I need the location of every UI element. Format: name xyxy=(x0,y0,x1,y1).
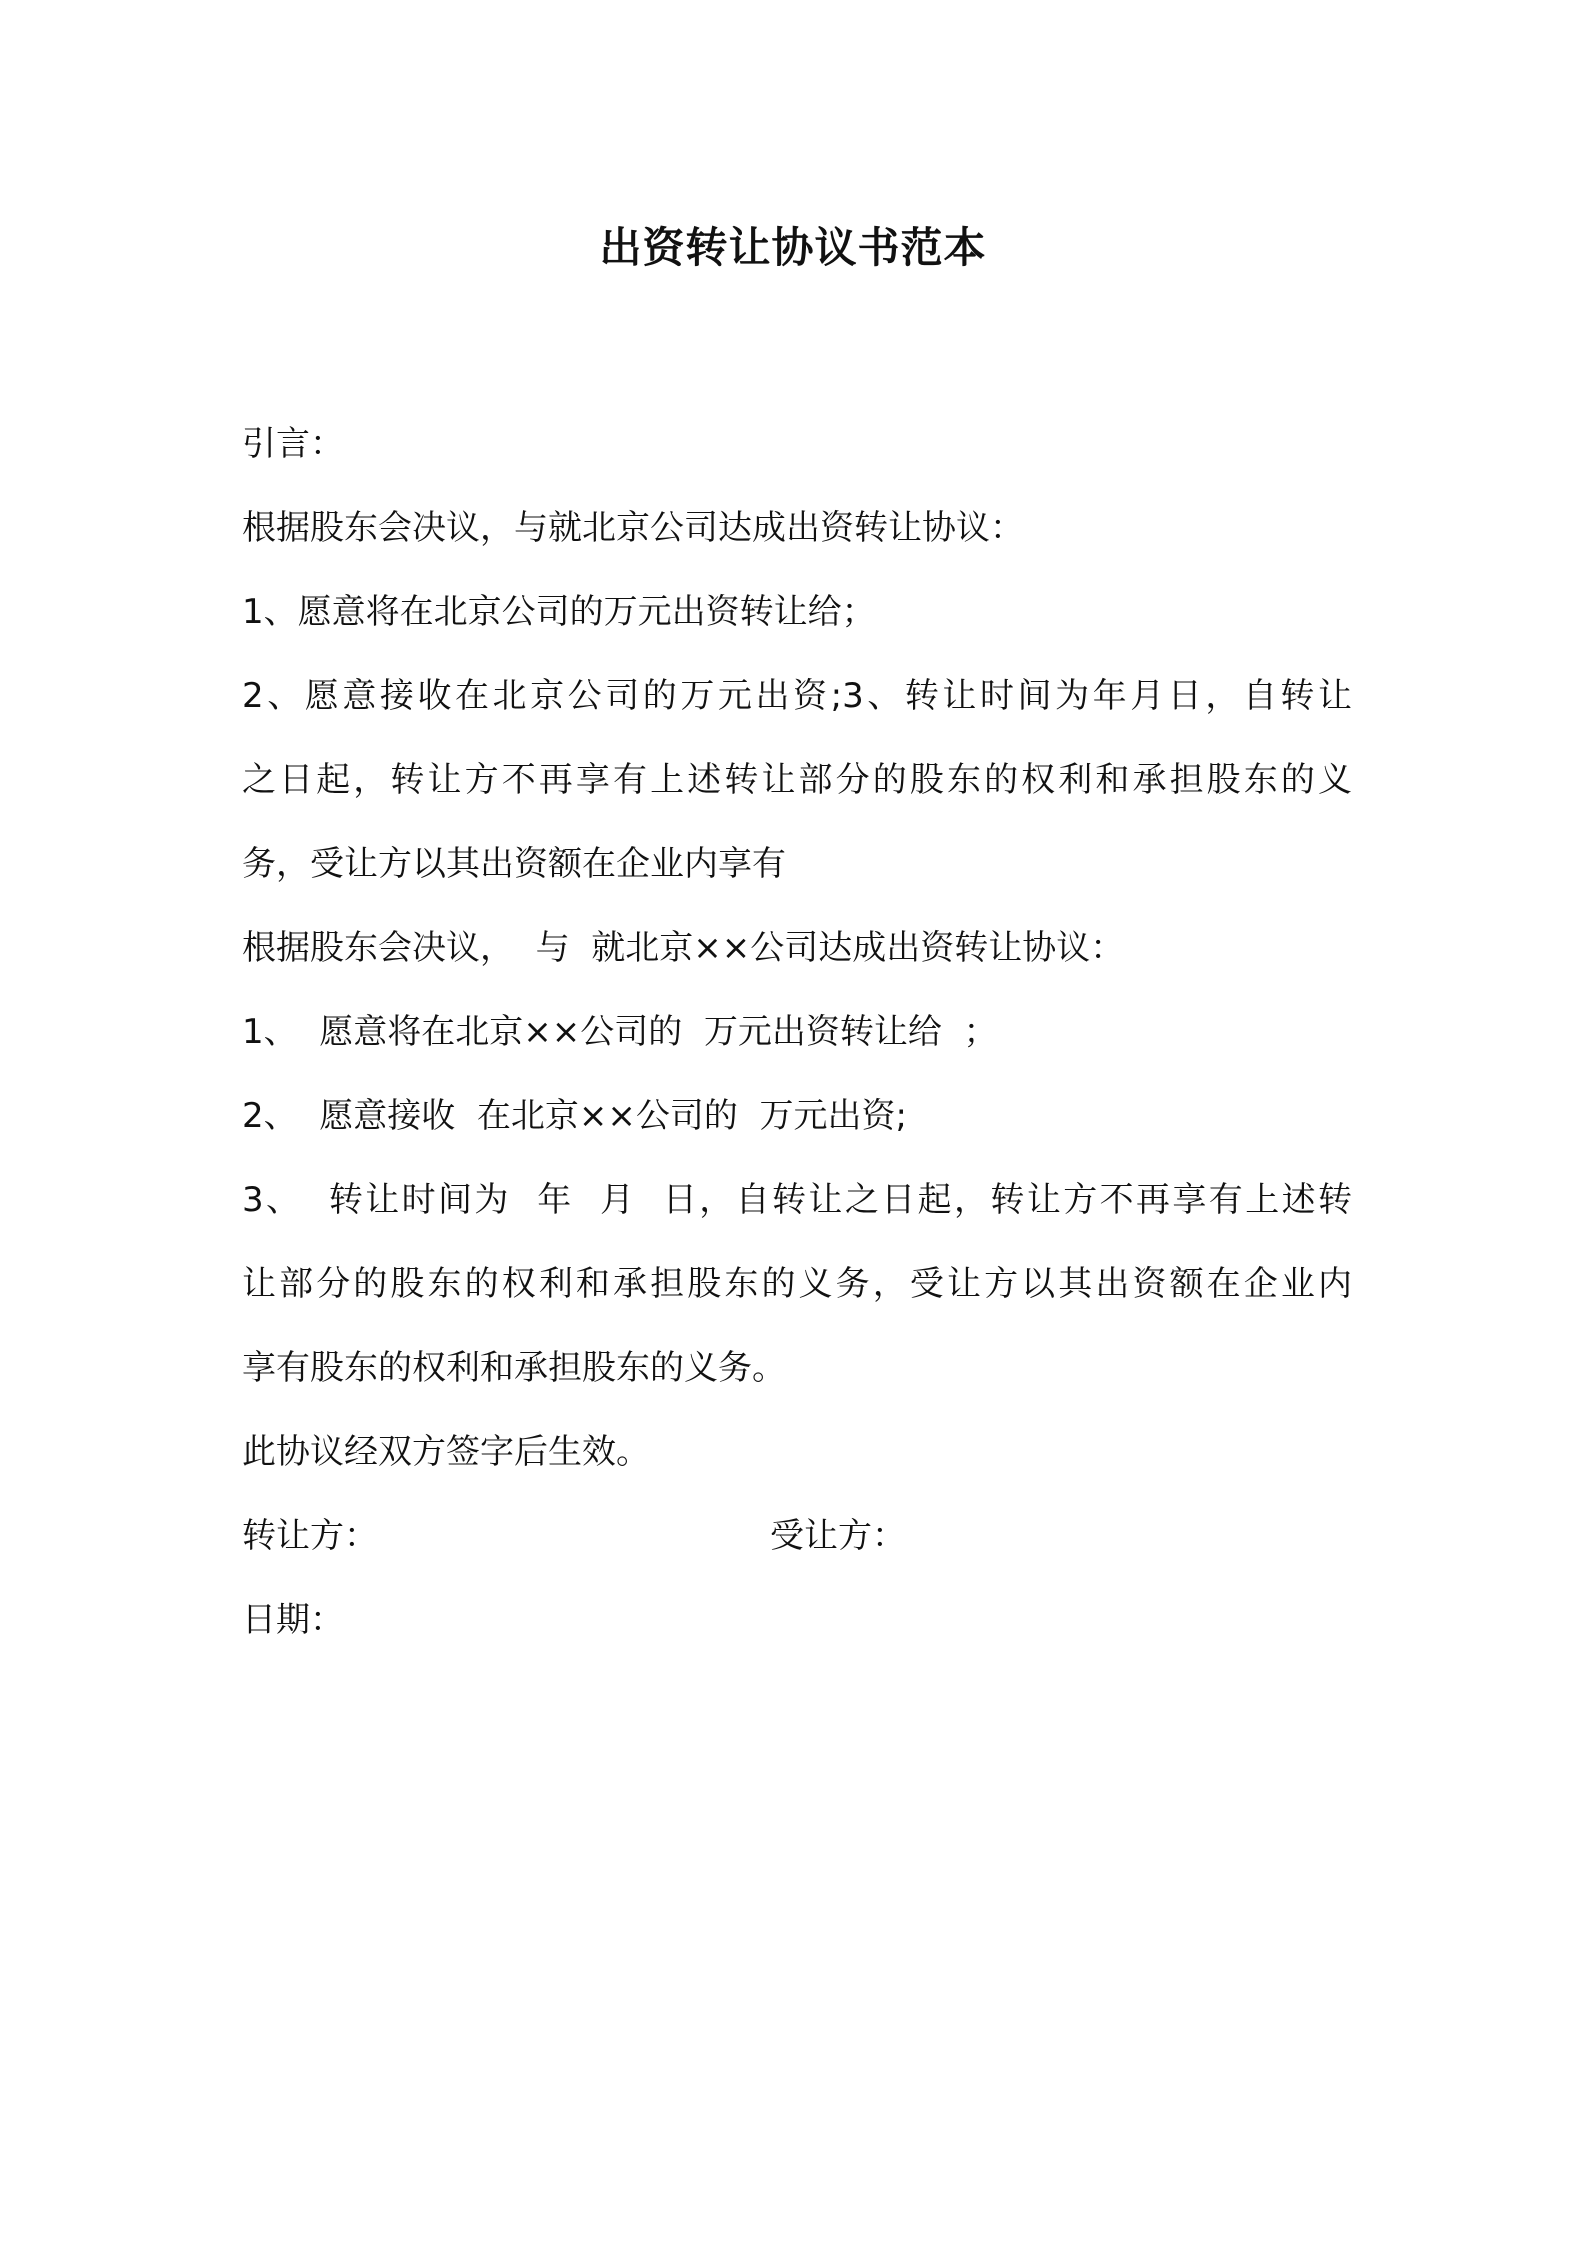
transferor-label: 转让方： xyxy=(242,1516,378,1556)
date-label: 日期： xyxy=(242,1600,344,1640)
paragraph-line: 3、 转让时间为 年 月 日，自转让之日起，转让方不再享有上述转 xyxy=(242,1180,1352,1220)
document-body xyxy=(242,402,1352,1662)
signature-row xyxy=(242,1494,1352,1578)
paragraph-line: 此协议经双方签字后生效。 xyxy=(242,1432,650,1472)
paragraph-line: 根据股东会决议， 与 就北京××公司达成出资转让协议： xyxy=(242,928,1125,968)
paragraph-line: 1、 愿意将在北京××公司的 万元出资转让给 ； xyxy=(242,1012,998,1052)
paragraph-line: 2、 愿意接收 在北京××公司的 万元出资; xyxy=(242,1096,907,1136)
paragraph-line: 2、愿意接收在北京公司的万元出资;3、转让时间为年月日，自转让 xyxy=(242,676,1352,716)
paragraph-line: 1、愿意将在北京公司的万元出资转让给； xyxy=(242,592,876,632)
transferee-label: 受让方： xyxy=(770,1516,906,1556)
paragraph-line: 之日起，转让方不再享有上述转让部分的股东的权利和承担股东的义 xyxy=(242,760,1352,800)
intro-heading: 引言： xyxy=(242,424,344,464)
paragraph-line: 务，受让方以其出资额在企业内享有 xyxy=(242,844,786,884)
paragraph-line: 让部分的股东的权利和承担股东的义务，受让方以其出资额在企业内 xyxy=(242,1264,1352,1304)
paragraph-line: 享有股东的权利和承担股东的义务。 xyxy=(242,1348,786,1388)
paragraph-line: 根据股东会决议，与就北京公司达成出资转让协议： xyxy=(242,508,1024,548)
document-title: 出资转让协议书范本 xyxy=(599,223,987,272)
